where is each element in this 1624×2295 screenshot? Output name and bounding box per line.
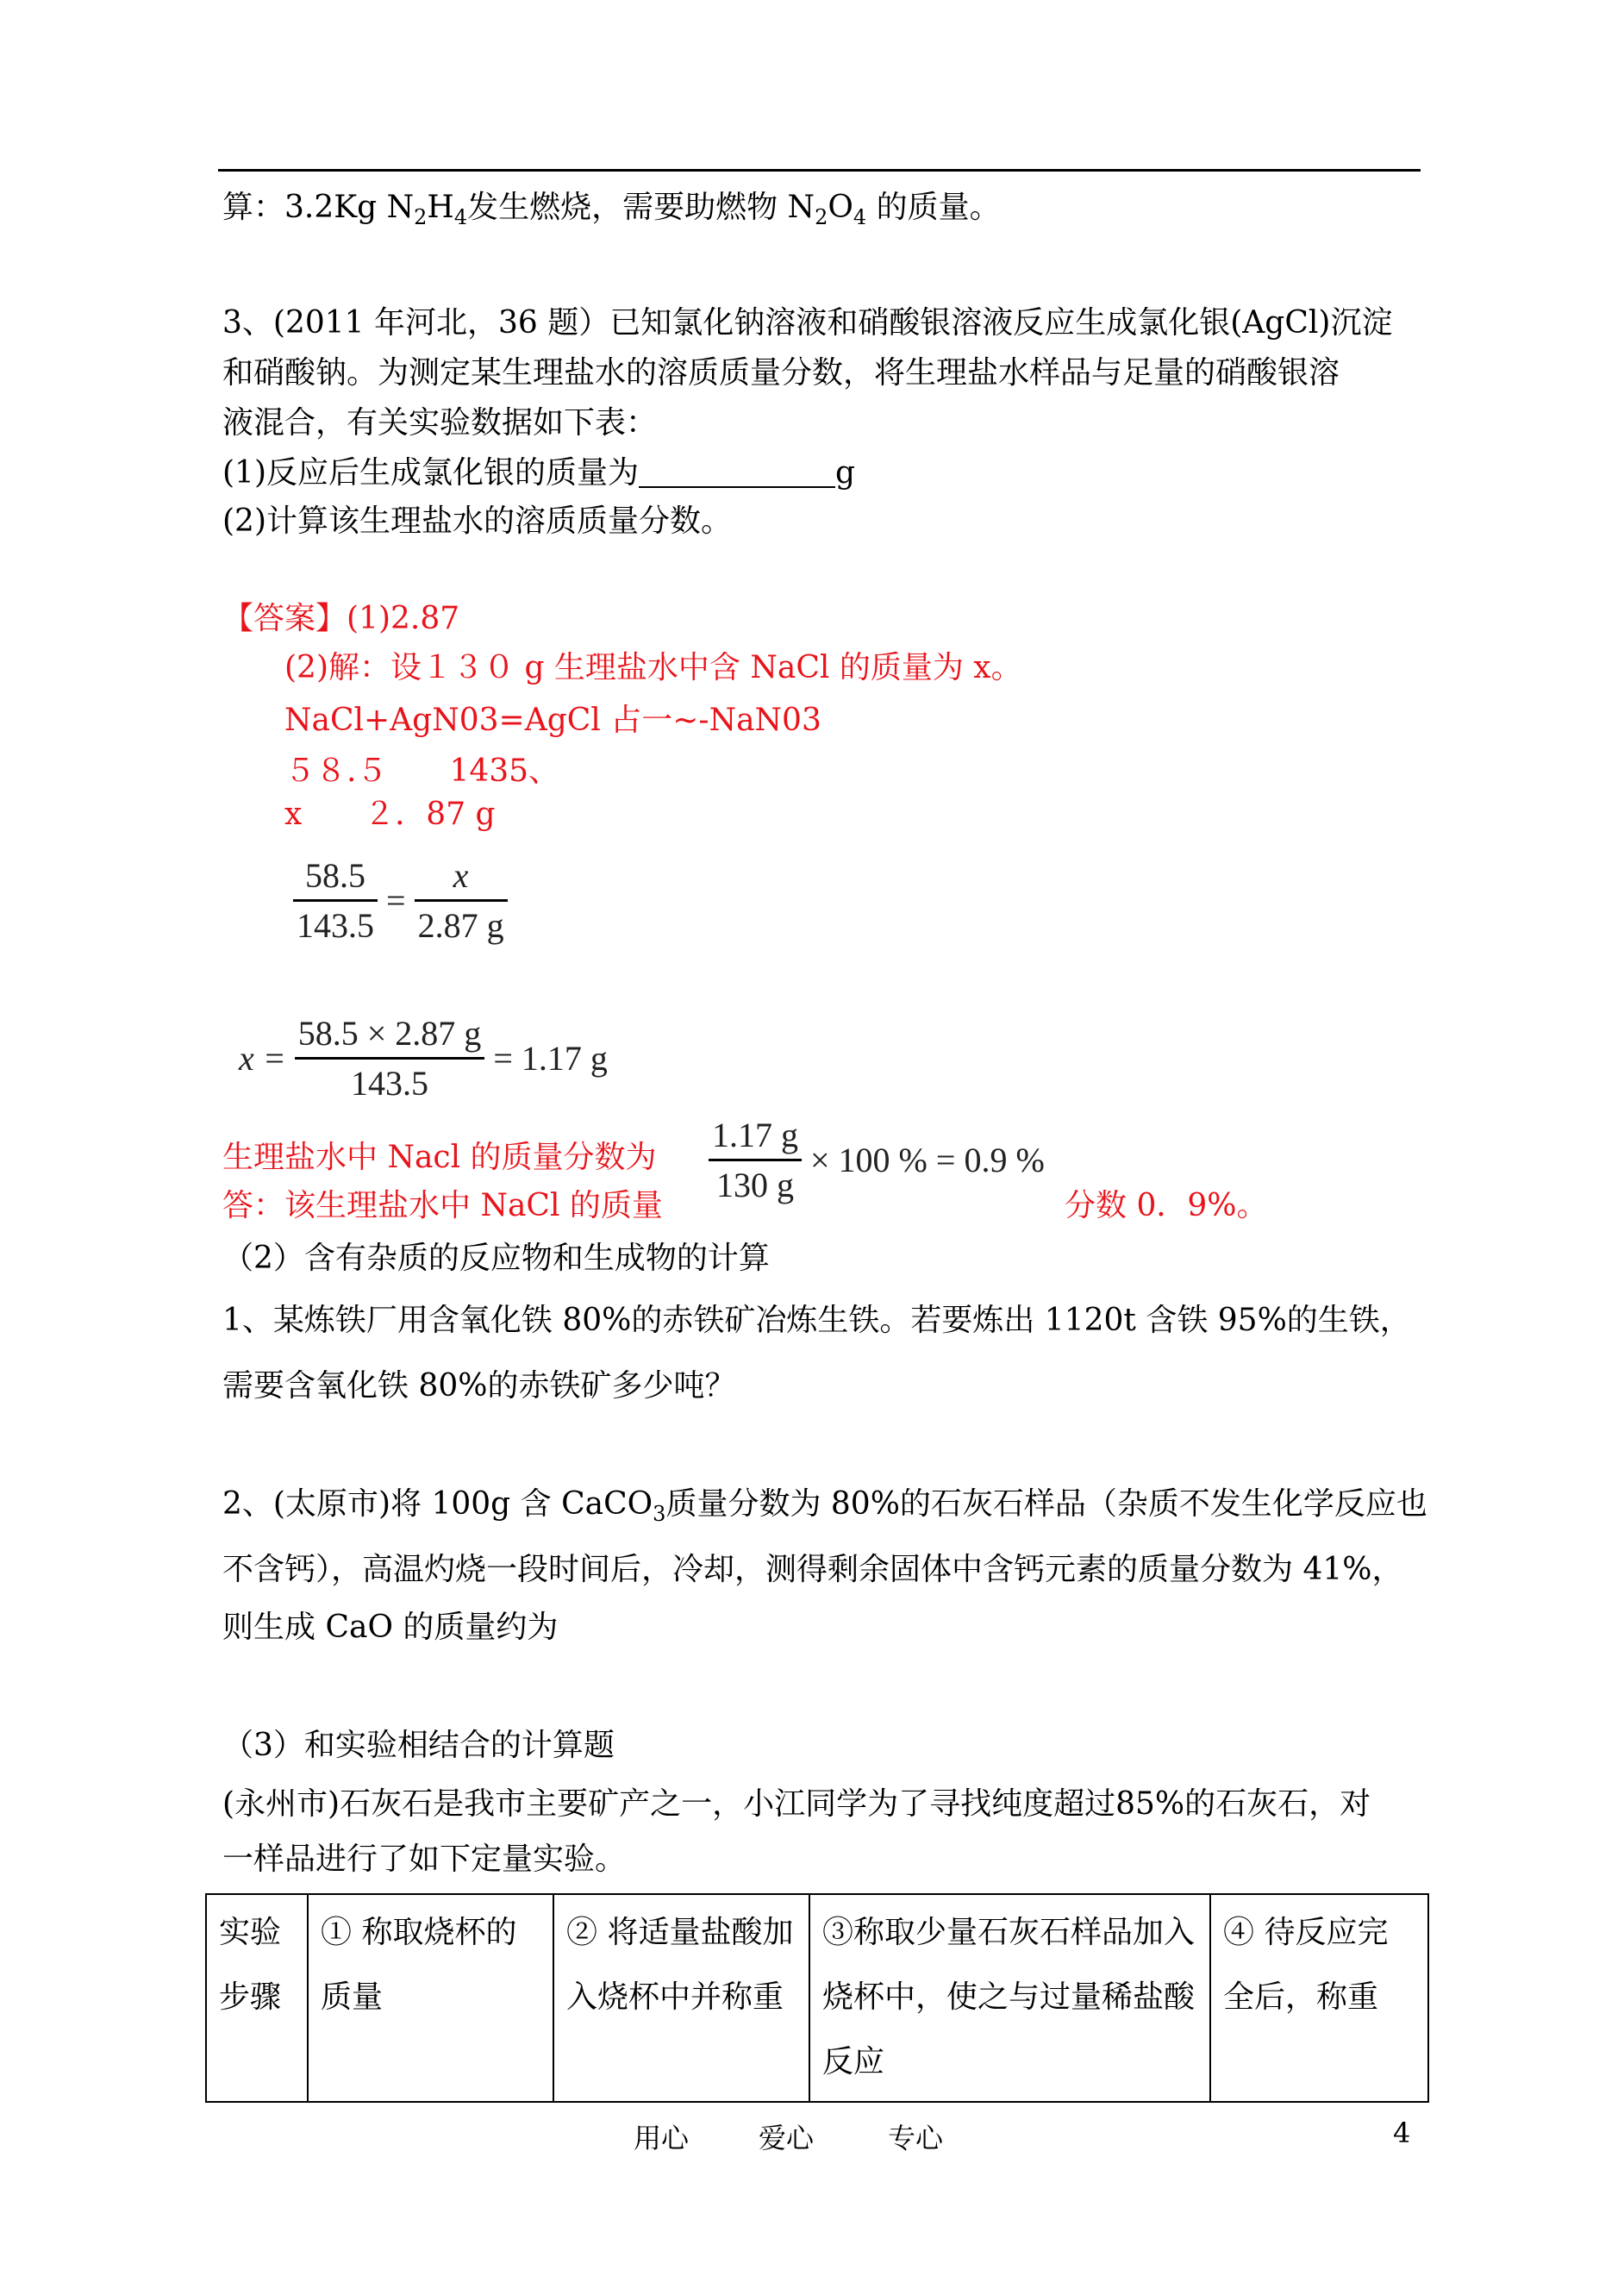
answer-molar-mass: ５８.５ 1435、 bbox=[284, 754, 560, 789]
q3-line1: 3、(2011 年河北，36 题）已知氯化钠溶液和硝酸银溶液反应生成氯化银(AgCl)沉淀 bbox=[222, 305, 1393, 341]
section2-p2-line3: 则生成 CaO 的质量约为 bbox=[222, 1610, 559, 1645]
answer-values: x ２．87 g bbox=[284, 797, 496, 832]
section2-heading: （2）含有杂质的反应物和生成物的计算 bbox=[222, 1241, 770, 1276]
footer-text-2: 爱心 bbox=[759, 2122, 815, 2154]
header-rule bbox=[218, 169, 1421, 172]
table-cell-step4: ④ 待反应完全后，称重 bbox=[1210, 1894, 1428, 2102]
q3-sub2: (2)计算该生理盐水的溶质质量分数。 bbox=[222, 503, 732, 539]
table-cell-step2: ② 将适量盐酸加入烧杯中并称重 bbox=[553, 1894, 809, 2102]
section2-p2-line1: 2、(太原市)将 100g 含 CaCO$_3$质量分数为 80%的石灰石样品（杂质不发生化学反应也 bbox=[222, 1486, 1427, 1526]
answer-line2: (2)解：设１３０ g 生理盐水中含 NaCl 的质量为 x。 bbox=[284, 650, 1022, 685]
table-cell-step-label: 实验步骤 bbox=[206, 1894, 308, 2102]
section2-p1-line1: 1、某炼铁厂用含氧化铁 80%的赤铁矿冶炼生铁。若要炼出 1120t 含铁 95%的生铁， bbox=[222, 1303, 1411, 1338]
calc-line: 算：3.2Kg $N_2H_4$发生燃烧，需要助燃物 $N_2O_4$ 的质量。 bbox=[222, 190, 1001, 229]
answer-blank bbox=[639, 459, 835, 488]
table-cell-step3: ③称取少量石灰石样品加入烧杯中，使之与过量稀盐酸反应 bbox=[809, 1894, 1210, 2102]
final-answer-part1: 答：该生理盐水中 NaCl 的质量 bbox=[222, 1188, 663, 1223]
mass-fraction-equation: $\frac{1.17 g}{130 g}$ × 100 % = 0.9 % bbox=[709, 1115, 1045, 1205]
page-number: 4 bbox=[1393, 2117, 1411, 2149]
q3-line3: 液混合，有关实验数据如下表： bbox=[222, 405, 658, 441]
proportion-equation: $\frac{58.5}{143.5}$ = $\frac{x}{2.87 g}$ bbox=[293, 855, 508, 946]
answer-equation: NaCl+AgN03=AgCl 占一~-NaN03 bbox=[284, 703, 821, 738]
answer-line1: 【答案】(1)2.87 bbox=[222, 601, 460, 636]
final-answer-part2: 分数 0．9%。 bbox=[1065, 1188, 1268, 1223]
q3-sub1: (1)反应后生成氯化银的质量为 g bbox=[222, 455, 856, 491]
answer-label: 【答案】 bbox=[222, 601, 347, 636]
section3-p1-line1: (永州市)石灰石是我市主要矿产之一，小江同学为了寻找纯度超过85%的石灰石，对 bbox=[222, 1786, 1371, 1822]
section2-p1-line2: 需要含氧化铁 80%的赤铁矿多少吨？ bbox=[222, 1368, 736, 1404]
mass-fraction-text: 生理盐水中 Nacl 的质量分数为 bbox=[222, 1140, 657, 1175]
x-solution-equation: x = $\frac{58.5 \times 2.87 g}{143.5}$ = 1.17 g bbox=[239, 1014, 608, 1103]
table-row bbox=[206, 1894, 1428, 2102]
footer-text-1: 用心 bbox=[634, 2122, 690, 2154]
q3-line2: 和硝酸钠。为测定某生理盐水的溶质质量分数，将生理盐水样品与足量的硝酸银溶 bbox=[222, 355, 1340, 391]
section3-heading: （3）和实验相结合的计算题 bbox=[222, 1728, 615, 1763]
footer-text-3: 专心 bbox=[888, 2122, 944, 2154]
section3-p1-line2: 一样品进行了如下定量实验。 bbox=[222, 1842, 627, 1877]
section2-p2-line2: 不含钙），高温灼烧一段时间后，冷却，测得剩余固体中含钙元素的质量分数为 41%， bbox=[222, 1552, 1403, 1587]
table-cell-step1: ① 称取烧杯的质量 bbox=[308, 1894, 553, 2102]
experiment-steps-table bbox=[205, 1893, 1429, 2103]
